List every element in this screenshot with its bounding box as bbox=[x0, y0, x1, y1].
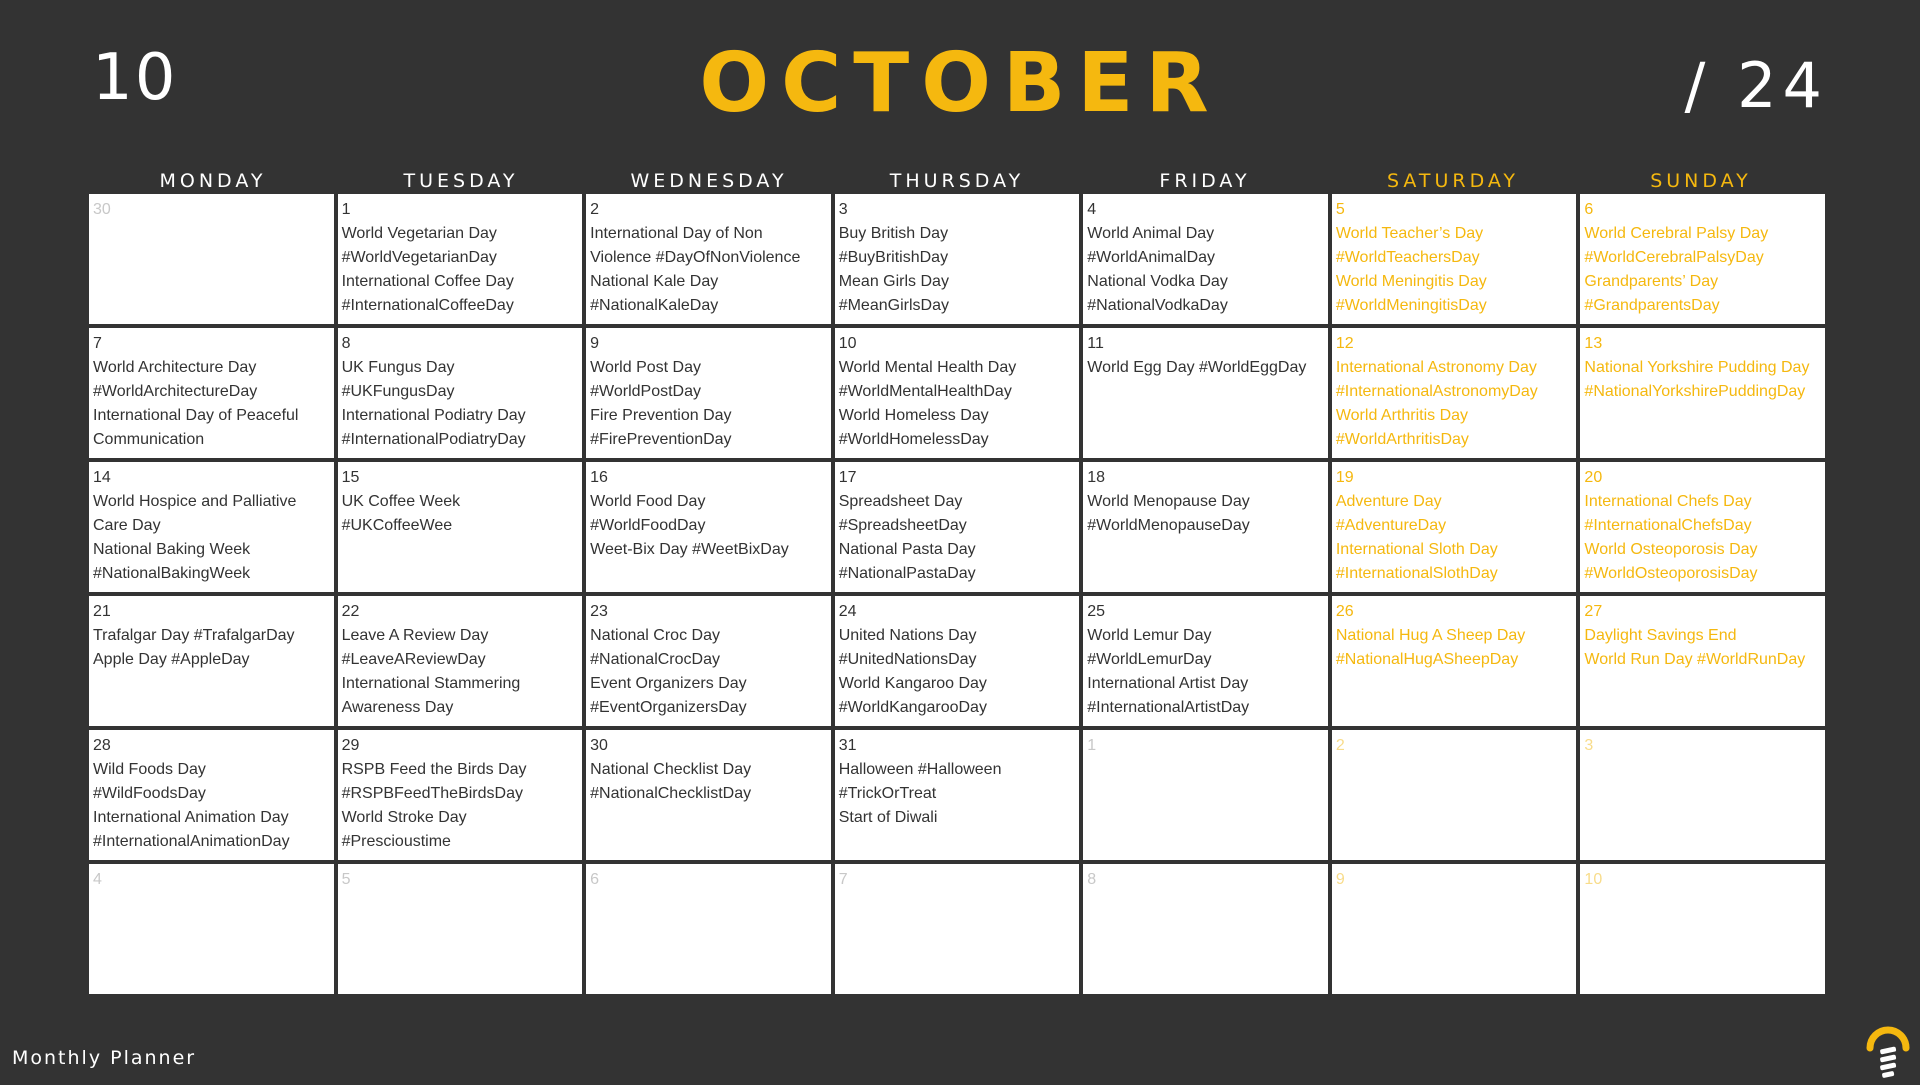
calendar-day-cell[interactable] bbox=[586, 864, 831, 994]
day-number: 7 bbox=[838, 871, 848, 888]
calendar-day-cell[interactable] bbox=[89, 596, 334, 726]
event-item: #InternationalAstronomyDay bbox=[1335, 383, 1538, 400]
event-item: Daylight Savings End bbox=[1584, 627, 1737, 644]
day-number: 23 bbox=[590, 603, 608, 620]
event-item: #WorldFoodDay bbox=[590, 517, 706, 534]
event-item: #NationalCrocDay bbox=[590, 651, 720, 668]
day-number: 3 bbox=[1584, 737, 1594, 754]
event-item: #NationalKaleDay bbox=[590, 297, 719, 314]
day-number: 10 bbox=[838, 335, 857, 352]
weekday-tuesday: TUESDAY bbox=[403, 170, 519, 192]
event-item: #InternationalSlothDay bbox=[1335, 565, 1498, 582]
day-number: 30 bbox=[590, 737, 608, 754]
calendar-day-cell[interactable] bbox=[835, 194, 1080, 324]
event-item: #InternationalAnimationDay bbox=[93, 833, 290, 850]
event-item: #WorldKangarooDay bbox=[838, 699, 987, 716]
event-item: United Nations Day bbox=[838, 627, 977, 644]
day-number: 26 bbox=[1335, 603, 1354, 620]
calendar-day-cell[interactable] bbox=[338, 462, 583, 592]
event-item: #RSPBFeedTheBirdsDay bbox=[341, 785, 523, 802]
calendar-day-cell[interactable] bbox=[1580, 194, 1825, 324]
event-item: #NationalChecklistDay bbox=[590, 785, 752, 802]
event-item: #LeaveAReviewDay bbox=[341, 651, 486, 668]
day-number: 20 bbox=[1584, 469, 1603, 486]
weekday-wednesday: WEDNESDAY bbox=[630, 170, 788, 192]
calendar-day-cell[interactable] bbox=[338, 328, 583, 458]
calendar-day-cell[interactable] bbox=[338, 864, 583, 994]
day-number: 22 bbox=[341, 603, 360, 620]
event-item: World Stroke Day bbox=[341, 809, 467, 826]
calendar-day-cell[interactable] bbox=[89, 194, 334, 324]
calendar-day-cell[interactable] bbox=[835, 596, 1080, 726]
event-item: National Baking Week bbox=[93, 541, 251, 558]
day-number: 30 bbox=[93, 201, 111, 218]
calendar-day-cell[interactable] bbox=[835, 328, 1080, 458]
calendar-day-cell[interactable] bbox=[586, 194, 831, 324]
event-item: World Mental Health Day bbox=[838, 359, 1017, 376]
calendar-day-cell[interactable] bbox=[1580, 462, 1825, 592]
event-item: World Hospice and Palliative Care Day bbox=[93, 493, 297, 534]
event-item: World Animal Day bbox=[1087, 225, 1215, 242]
day-number: 7 bbox=[93, 335, 102, 352]
day-number: 18 bbox=[1087, 469, 1106, 486]
event-item: National Checklist Day bbox=[590, 761, 752, 778]
day-number: 25 bbox=[1087, 603, 1106, 620]
day-number: 5 bbox=[1335, 201, 1345, 218]
event-item: #NationalPastaDay bbox=[838, 565, 976, 582]
day-number: 31 bbox=[838, 737, 857, 754]
event-item: Weet-Bix Day #WeetBixDay bbox=[590, 541, 789, 558]
event-item: #InternationalChefsDay bbox=[1584, 517, 1752, 534]
day-number: 10 bbox=[1584, 871, 1603, 888]
calendar-day-cell[interactable] bbox=[338, 730, 583, 860]
event-item: #WorldVegetarianDay bbox=[341, 249, 497, 266]
day-number: 6 bbox=[1584, 201, 1594, 218]
event-item: International Artist Day bbox=[1087, 675, 1249, 692]
event-item: Fire Prevention Day bbox=[590, 407, 732, 424]
event-item: #UKCoffeeWee bbox=[341, 517, 453, 534]
day-number: 8 bbox=[1087, 871, 1097, 888]
day-number: 21 bbox=[93, 603, 111, 620]
day-number: 2 bbox=[1335, 737, 1345, 754]
event-item: World Meningitis Day bbox=[1335, 273, 1487, 290]
event-item: Mean Girls Day bbox=[838, 273, 949, 290]
event-item: #NationalYorkshirePuddingDay bbox=[1584, 383, 1806, 400]
day-number: 14 bbox=[93, 469, 111, 486]
event-item: #EventOrganizersDay bbox=[590, 699, 747, 716]
weekday-sunday: SUNDAY bbox=[1650, 170, 1752, 192]
day-number: 28 bbox=[93, 737, 111, 754]
event-item: #WildFoodsDay bbox=[93, 785, 206, 802]
event-item: #WorldCerebralPalsyDay bbox=[1584, 249, 1764, 266]
event-item: World Kangaroo Day bbox=[838, 675, 987, 692]
event-item: International Astronomy Day bbox=[1335, 359, 1537, 376]
event-item: #SpreadsheetDay bbox=[838, 517, 967, 534]
event-item: National Yorkshire Pudding Day bbox=[1584, 359, 1810, 376]
calendar-day-cell[interactable] bbox=[1083, 596, 1328, 726]
event-item: #TrickOrTreat bbox=[838, 785, 937, 802]
day-number: 8 bbox=[341, 335, 351, 352]
year-label: / 24 bbox=[1684, 49, 1828, 122]
event-item: National Hug A Sheep Day bbox=[1335, 627, 1526, 644]
event-item: World Food Day bbox=[590, 493, 706, 510]
weekday-thursday: THURSDAY bbox=[889, 170, 1025, 192]
day-number: 9 bbox=[1335, 871, 1345, 888]
event-item: Halloween #Halloween bbox=[838, 761, 1002, 778]
event-item: World Cerebral Palsy Day bbox=[1584, 225, 1769, 242]
event-item: Start of Diwali bbox=[838, 809, 938, 826]
event-item: Event Organizers Day bbox=[590, 675, 747, 692]
event-item: World Run Day #WorldRunDay bbox=[1584, 651, 1806, 668]
day-number: 1 bbox=[1087, 737, 1097, 754]
event-item: Adventure Day bbox=[1335, 493, 1442, 510]
calendar-day-cell[interactable] bbox=[89, 328, 334, 458]
day-number: 17 bbox=[838, 469, 857, 486]
calendar-day-cell[interactable] bbox=[1332, 864, 1577, 994]
calendar-day-cell[interactable] bbox=[586, 328, 831, 458]
event-item: Buy British Day bbox=[838, 225, 949, 242]
calendar-day-cell[interactable] bbox=[338, 596, 583, 726]
calendar-day-cell[interactable] bbox=[89, 462, 334, 592]
day-number: 12 bbox=[1335, 335, 1354, 352]
calendar-day-cell[interactable] bbox=[89, 864, 334, 994]
calendar-day-cell[interactable] bbox=[586, 462, 831, 592]
day-number: 27 bbox=[1584, 603, 1603, 620]
event-item: World Homeless Day bbox=[838, 407, 989, 424]
weekday-saturday: SATURDAY bbox=[1386, 170, 1520, 192]
weekday-monday: MONDAY bbox=[159, 170, 267, 192]
event-item: National Croc Day bbox=[590, 627, 720, 644]
weekday-header-row bbox=[89, 170, 1825, 192]
event-item: Spreadsheet Day bbox=[838, 493, 963, 510]
calendar-day-cell[interactable] bbox=[338, 194, 583, 324]
event-item: International Coffee Day bbox=[341, 273, 514, 290]
day-number: 1 bbox=[341, 201, 351, 218]
event-item: #MeanGirlsDay bbox=[838, 297, 949, 314]
event-item: #WorldOsteoporosisDay bbox=[1584, 565, 1758, 582]
day-number: 9 bbox=[590, 335, 600, 352]
lightbulb-logo-icon bbox=[1864, 1018, 1912, 1080]
calendar-day-cell[interactable] bbox=[1332, 194, 1577, 324]
event-item: World Post Day bbox=[590, 359, 701, 376]
event-item: Grandparents’ Day bbox=[1584, 273, 1719, 290]
event-item: RSPB Feed the Birds Day bbox=[341, 761, 527, 778]
day-number: 2 bbox=[590, 201, 600, 218]
event-item: World Teacher’s Day bbox=[1335, 225, 1484, 242]
event-item: Trafalgar Day #TrafalgarDay bbox=[93, 627, 295, 644]
day-number: 15 bbox=[341, 469, 360, 486]
calendar-day-cell[interactable] bbox=[835, 864, 1080, 994]
event-item: #NationalVodkaDay bbox=[1087, 297, 1228, 314]
event-item: #WorldHomelessDay bbox=[838, 431, 989, 448]
footer-label: Monthly Planner bbox=[12, 1047, 197, 1069]
calendar-day-cell[interactable] bbox=[1083, 730, 1328, 860]
month-number: 10 bbox=[92, 41, 178, 115]
event-item: #NationalBakingWeek bbox=[93, 565, 251, 582]
calendar-grid bbox=[89, 194, 1825, 994]
day-number: 19 bbox=[1335, 469, 1354, 486]
event-item: National Kale Day bbox=[590, 273, 719, 290]
event-item: #InternationalCoffeeDay bbox=[341, 297, 514, 314]
event-item: #UKFungusDay bbox=[341, 383, 455, 400]
event-item: Leave A Review Day bbox=[341, 627, 489, 644]
event-item: World Egg Day #WorldEggDay bbox=[1087, 359, 1307, 376]
day-number: 13 bbox=[1584, 335, 1603, 352]
day-number: 11 bbox=[1087, 335, 1104, 352]
day-number: 29 bbox=[341, 737, 360, 754]
event-item: #WorldMeningitisDay bbox=[1335, 297, 1487, 314]
event-item: #InternationalArtistDay bbox=[1087, 699, 1250, 716]
event-item: International Sloth Day bbox=[1335, 541, 1498, 558]
calendar-day-cell[interactable] bbox=[1083, 864, 1328, 994]
event-item: National Vodka Day bbox=[1087, 273, 1228, 290]
calendar-day-cell[interactable] bbox=[1580, 730, 1825, 860]
day-number: 3 bbox=[838, 201, 848, 218]
event-item: International Stammering Awareness Day bbox=[341, 675, 521, 716]
calendar-day-cell[interactable] bbox=[1332, 596, 1577, 726]
day-number: 4 bbox=[1087, 201, 1097, 218]
event-item: #AdventureDay bbox=[1335, 517, 1447, 534]
day-number: 24 bbox=[838, 603, 857, 620]
event-item: #Prescioustime bbox=[341, 833, 451, 850]
event-item: Apple Day #AppleDay bbox=[93, 651, 250, 668]
day-number: 4 bbox=[93, 871, 102, 888]
event-item: #WorldMentalHealthDay bbox=[838, 383, 1012, 400]
event-item: World Arthritis Day bbox=[1335, 407, 1469, 424]
calendar-day-cell[interactable] bbox=[835, 462, 1080, 592]
event-item: UK Fungus Day bbox=[341, 359, 455, 376]
day-number: 5 bbox=[341, 871, 351, 888]
event-item: #WorldTeachersDay bbox=[1335, 249, 1480, 266]
event-item: Wild Foods Day bbox=[93, 761, 206, 778]
event-item: #WorldArthritisDay bbox=[1335, 431, 1469, 448]
calendar-day-cell[interactable] bbox=[1580, 864, 1825, 994]
calendar-day-cell[interactable] bbox=[1083, 328, 1328, 458]
month-title: OCTOBER bbox=[699, 36, 1221, 131]
event-item: #NationalHugASheepDay bbox=[1335, 651, 1519, 668]
event-item: International Day of Non Violence #DayOfNonViolence bbox=[590, 225, 801, 266]
event-item: #GrandparentsDay bbox=[1584, 297, 1720, 314]
calendar-day-cell[interactable] bbox=[1083, 462, 1328, 592]
event-item: #InternationalPodiatryDay bbox=[341, 431, 526, 448]
calendar-day-cell[interactable] bbox=[1332, 730, 1577, 860]
calendar-day-cell[interactable] bbox=[586, 730, 831, 860]
day-number: 16 bbox=[590, 469, 608, 486]
calendar-day-cell[interactable] bbox=[89, 730, 334, 860]
calendar-day-cell[interactable] bbox=[1580, 596, 1825, 726]
event-item: UK Coffee Week bbox=[341, 493, 461, 510]
day-number: 6 bbox=[590, 871, 600, 888]
event-item: World Lemur Day bbox=[1087, 627, 1212, 644]
event-item: National Pasta Day bbox=[838, 541, 976, 558]
event-item: International Chefs Day bbox=[1584, 493, 1752, 510]
event-item: #WorldArchitectureDay bbox=[93, 383, 258, 400]
event-item: #WorldPostDay bbox=[590, 383, 701, 400]
event-item: #WorldLemurDay bbox=[1087, 651, 1212, 668]
event-item: World Architecture Day bbox=[93, 359, 257, 376]
event-item: World Menopause Day bbox=[1087, 493, 1250, 510]
event-item: #BuyBritishDay bbox=[838, 249, 949, 266]
event-item: International Day of Peaceful Communication bbox=[93, 407, 299, 448]
event-item: World Osteoporosis Day bbox=[1584, 541, 1758, 558]
calendar-day-cell[interactable] bbox=[1580, 328, 1825, 458]
calendar-day-cell[interactable] bbox=[1083, 194, 1328, 324]
event-item: International Podiatry Day bbox=[341, 407, 526, 424]
calendar-day-cell[interactable] bbox=[835, 730, 1080, 860]
event-item: #FirePreventionDay bbox=[590, 431, 732, 448]
event-item: #WorldMenopauseDay bbox=[1087, 517, 1250, 534]
event-item: #WorldAnimalDay bbox=[1087, 249, 1216, 266]
calendar-day-cell[interactable] bbox=[1332, 462, 1577, 592]
event-item: International Animation Day bbox=[93, 809, 289, 826]
weekday-friday: FRIDAY bbox=[1159, 170, 1251, 192]
event-item: World Vegetarian Day bbox=[341, 225, 497, 242]
calendar-day-cell[interactable] bbox=[586, 596, 831, 726]
event-item: #UnitedNationsDay bbox=[838, 651, 977, 668]
calendar-day-cell[interactable] bbox=[1332, 328, 1577, 458]
